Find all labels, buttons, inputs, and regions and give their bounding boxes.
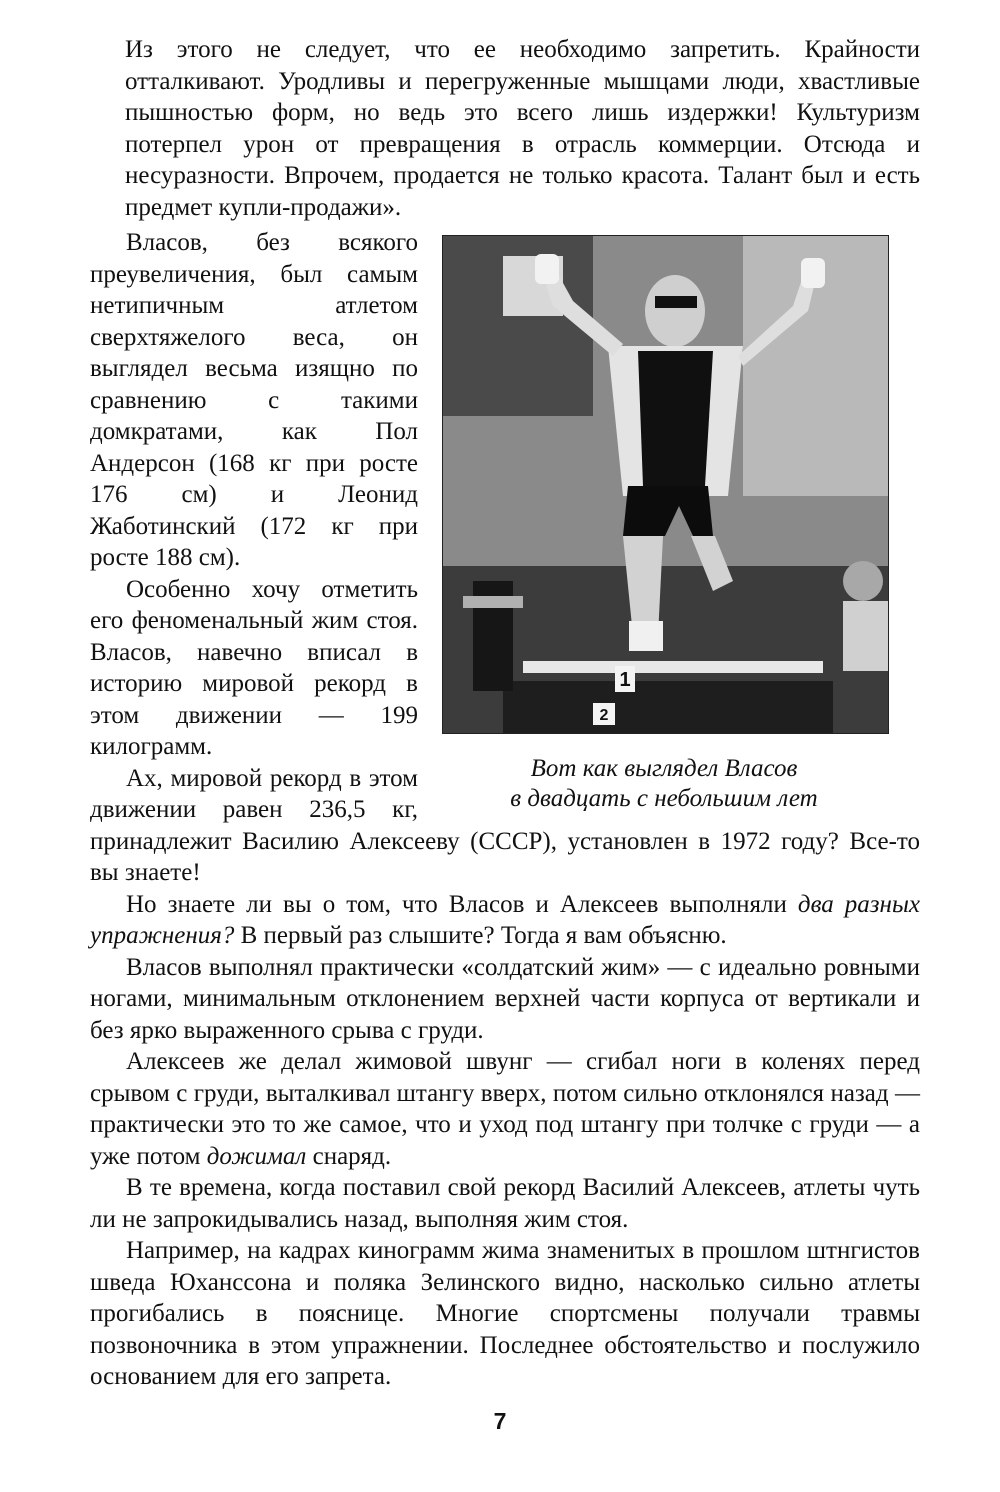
- paragraph-5: Власов выполнял практически «солдатский жим» — с идеально ровными ногами, минимальным отклонением верхней части корпуса от вертикали и без ярко выраженного срыва с груди.: [90, 953, 920, 1044]
- paragraph-1: Власов, без всякого преувеличения, был самым нетипичным атлетом сверхтяжелого веса, он выглядел весьма изящно по сравнению с такими домкратами, как Пол Андерсон (168 кг при росте 176 см) и Леонид Жаботинский (172 кг при росте 188 см).: [90, 229, 418, 571]
- paragraph-6: [90, 1046, 920, 1172]
- paragraph-4-text-b: В первый раз слышите? Тогда я вам объясню.: [234, 922, 727, 949]
- platform-number: 1: [619, 669, 631, 691]
- paragraph-4-text-a: Но знаете ли вы о том, что Власов и Алексеев выполняли: [126, 890, 798, 918]
- photo-caption: [444, 754, 884, 814]
- weightlifter-photo: [442, 235, 889, 734]
- paragraph-2: Особенно хочу отметить его феноменальный жим стоя. Власов, навечно вписал в историю мировой рекорд в этом движении — 199 килограмм.: [90, 575, 418, 760]
- paragraph-4-emphasis: два разных упражнения?: [90, 890, 920, 949]
- paragraph-6-text-a: Алексеев же делал жимовой швунг — сгибал ноги в коленях перед срывом с груди, выталкивал штангу вверх, потом сильно отклонялся назад — практически это то же самое, что и уход под штангу при толчке с груди — а уже потом: [90, 1048, 920, 1170]
- caption-line-2: в двадцать с небольшим лет: [510, 785, 818, 812]
- page-number: 7: [493, 1408, 507, 1434]
- photo-figure: [440, 235, 920, 814]
- step-number: 2: [599, 707, 609, 724]
- intro-paragraph: Из этого не следует, что ее необходимо запретить. Крайности отталкивают. Уродливы и перегруженные мышцами люди, хвастливые пышностью форм, но ведь это всего лишь издержки! Культуризм потерпел урон от превращения в отрасль коммерции. Отсюда и несуразности. Впрочем, продается не только красота. Талант был и есть предмет купли-продажи».: [125, 36, 920, 221]
- paragraph-8: Например, на кадрах кинограмм жима знаменитых в прошлом штнгистов шведа Юханссона и поляка Зелинского видно, насколько сильно атлеты прогибались в пояснице. Многие спортсмены получали травмы позвоночника в этом упражнении. Последнее обстоятельство и послужило основанием для его запрета.: [90, 1237, 920, 1390]
- caption-line-1: Вот как выглядел Власов: [530, 755, 798, 782]
- page-body: [90, 34, 920, 1393]
- paragraph-3: Ах, мировой рекорд в этом движении равен 236,5 кг, принадлежит Василию Алексееву (СССР), установлен в 1972 году? Все-то вы знаете!: [90, 764, 920, 886]
- paragraph-4: [90, 889, 920, 952]
- paragraph-6-emphasis: дожимал: [206, 1142, 307, 1170]
- paragraph-7: В те времена, когда поставил свой рекорд Василий Алексеев, атлеты чуть ли не запрокидывались назад, выполняя жим стоя.: [90, 1174, 920, 1233]
- paragraph-6-text-b: снаряд.: [306, 1142, 392, 1170]
